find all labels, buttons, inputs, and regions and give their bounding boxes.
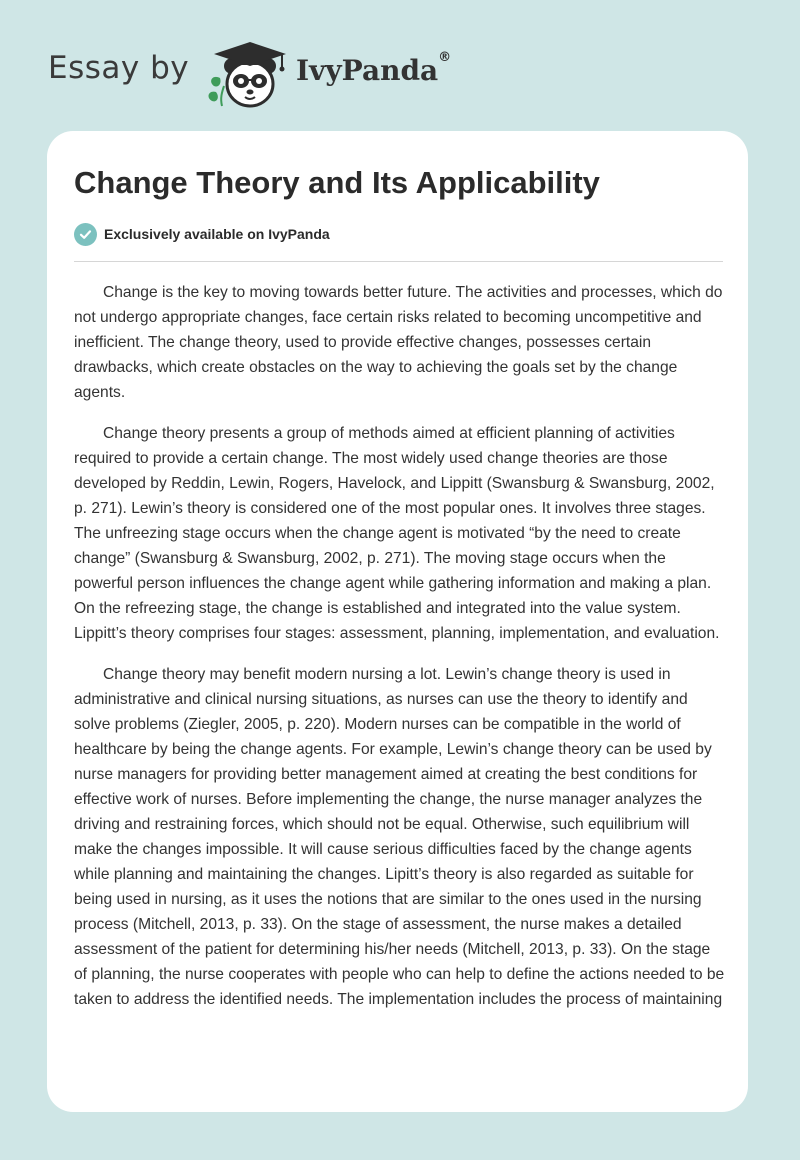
registered-mark: ® — [438, 50, 452, 65]
exclusive-badge — [74, 222, 330, 246]
paragraph: Change theory may benefit modern nursing a lot. Lewin’s change theory is used in administrative and clinical nursing situations, as nurses can use the theory to identify and solve problems (Ziegler, 2005, p. 220). Modern nurses can be compatible in the world of healthcare by being the change agents. For example, Lewin’s change theory can be used by nurse managers for providing better management aimed at creating the best conditions for effective work of nurses. Before implementing the change, the nurse manager analyzes the driving and restraining forces, which should not be equal. Otherwise, such equilibrium will make the changes impossible. It will cause serious difficulties faced by the change agents while planning and maintaining the changes. Lipitt’s theory is also regarded as suitable for being used in nursing, as it uses the notions that are similar to the ones used in the nursing process (Mitchell, 2013, p. 33). On the stage of assessment, the nurse makes a detailed assessment of the patient for determining his/her needs (Mitchell, 2013, p. 33). On the stage of planning, the nurse cooperates with people who can help to define the actions needed to be taken to address the identified needs. The implementation includes the process of maintaining — [74, 666, 725, 1008]
divider — [74, 261, 723, 262]
page-title: Change Theory and Its Applicability — [74, 165, 600, 200]
exclusive-badge-text: Exclusively available on IvyPanda — [104, 226, 330, 242]
essay-body — [74, 280, 726, 1028]
essay-card — [47, 131, 748, 1112]
ivy-leaf-icon — [209, 77, 224, 106]
panda-graduate-logo-icon[interactable] — [202, 36, 294, 110]
paragraph: Change theory presents a group of methods aimed at efficient planning of activities required to provide a certain change. The most widely used change theories are those developed by Reddin, Lewin, Rogers, Havelock, and Lippitt (Swansburg & Swansburg, 2002, p. 271). Lewin’s theory is considered one of the most popular ones. It involves three stages. The unfreezing stage occurs when the change agent is motivated “by the need to create change” (Swansburg & Swansburg, 2002, p. 271). The moving stage occurs when the powerful person influences the change agent while gathering information and making a plan. On the refreezing stage, the change is established and integrated into the value system. Lippitt’s theory comprises four stages: assessment, planning, implementation, and evaluation. — [74, 425, 720, 642]
paragraph: Change is the key to moving towards better future. The activities and processes, which do not undergo appropriate changes, face certain risks related to becoming uncompetitive and inefficient. The change theory, used to provide effective changes, possesses certain drawbacks, which create obstacles on the way to achieving the goals set by the change agents. — [74, 284, 723, 401]
site-header — [0, 0, 800, 130]
essay-by-label: Essay by — [48, 50, 190, 86]
check-circle-icon — [74, 223, 97, 246]
brand-name[interactable]: IvyPanda® — [296, 50, 452, 87]
